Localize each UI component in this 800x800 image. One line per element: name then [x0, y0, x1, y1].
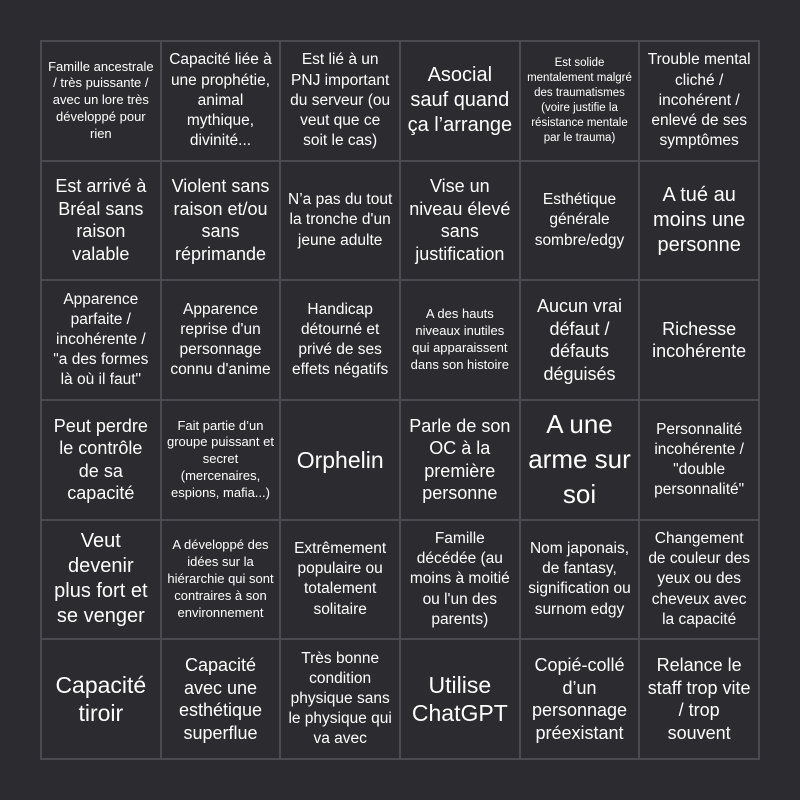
bingo-cell-text: Famille décédée (au moins à moitié ou l'un des parents) [409, 530, 510, 628]
bingo-cell-text: Violent sans raison et/ou sans réprimande [171, 176, 270, 264]
bingo-cell[interactable] [520, 280, 640, 400]
bingo-cell[interactable] [520, 639, 640, 759]
bingo-cell-text: Est lié à un PNJ important du serveur (ou veut que ce soit le cas) [290, 51, 391, 150]
bingo-cell[interactable] [400, 400, 520, 520]
bingo-cell-text: Famille ancestrale / très puissante / avec un lore très développé pour rien [48, 58, 154, 142]
bingo-cell-text: Veut devenir plus fort et se venger [54, 530, 148, 628]
bingo-cell-text: Extrêmement populaire ou totalement solitaire [294, 540, 387, 618]
bingo-cell-text: Capacité avec une esthétique superflue [178, 655, 263, 743]
bingo-cell[interactable] [400, 41, 520, 161]
bingo-cell[interactable] [280, 41, 400, 161]
bingo-cell[interactable] [639, 520, 759, 640]
bingo-cell-text: Utilise ChatGPT [411, 672, 508, 727]
bingo-cell-text: Changement de couleur des yeux ou des cheveux avec la capacité [648, 530, 750, 628]
bingo-cell-text: Est solide mentalement malgré des traumatismes (voire justifie la résistance mentale par le trauma) [527, 57, 632, 144]
bingo-cell[interactable] [41, 400, 161, 520]
bingo-cell-text: Peut perdre le contrôle de sa capacité [53, 415, 148, 504]
bingo-cell-text: Parle de son OC à la première personne [409, 415, 511, 504]
bingo-cell[interactable] [280, 520, 400, 640]
bingo-cell[interactable] [41, 41, 161, 161]
bingo-cell-text: Fait partie d’un groupe puissant et secret (mercenaires, espions, mafia...) [167, 417, 274, 501]
bingo-cell[interactable] [280, 639, 400, 759]
bingo-cell-text: Apparence parfaite / incohérente / "a des formes là où il faut" [53, 290, 149, 389]
bingo-cell-text: Copié-collé d’un personnage préexistant [531, 655, 628, 743]
bingo-cell[interactable] [520, 400, 640, 520]
bingo-cell[interactable] [161, 280, 281, 400]
bingo-cell[interactable] [161, 639, 281, 759]
bingo-cell-text: A tué au moins une personne [653, 183, 746, 256]
bingo-cell[interactable] [400, 639, 520, 759]
bingo-cell[interactable] [41, 639, 161, 759]
bingo-cell-text: Relance le staff trop vite / trop souvent [647, 655, 751, 743]
bingo-cell-text: A des hauts niveaux inutiles qui apparaissent dans son histoire [410, 306, 509, 373]
bingo-cell-text: Très bonne condition physique sans le physique qui va avec [288, 649, 392, 748]
bingo-cell[interactable] [639, 41, 759, 161]
bingo-cell[interactable] [280, 161, 400, 281]
bingo-cell[interactable] [161, 41, 281, 161]
bingo-cell-text: Handicap détourné et privé de ses effets négatifs [292, 300, 389, 379]
bingo-cell[interactable] [161, 400, 281, 520]
bingo-cell[interactable] [520, 41, 640, 161]
bingo-cell[interactable] [400, 520, 520, 640]
bingo-cell[interactable] [161, 161, 281, 281]
bingo-cell-text: Asocial sauf quand ça l’arrange [407, 64, 513, 137]
bingo-cell-text: A une arme sur soi [528, 409, 631, 510]
bingo-cell[interactable] [41, 280, 161, 400]
bingo-cell-text: Apparence reprise d'un personnage connu d'anime [170, 300, 271, 379]
bingo-cell-text: Vise un niveau élevé sans justification [409, 176, 511, 264]
bingo-cell[interactable] [41, 520, 161, 640]
bingo-cell[interactable] [400, 161, 520, 281]
bingo-cell[interactable] [280, 280, 400, 400]
bingo-cell-text: Capacité liée à une prophétie, animal mythique, divinité... [169, 51, 272, 150]
bingo-board [40, 40, 760, 760]
bingo-cell[interactable] [280, 400, 400, 520]
bingo-cell[interactable] [520, 520, 640, 640]
bingo-cell-text: Nom japonais, de fantasy, signification ou surnom edgy [528, 540, 631, 618]
bingo-cell-text: Trouble mental cliché / incohérent / enlevé de ses symptômes [647, 51, 751, 150]
bingo-cell[interactable] [520, 161, 640, 281]
bingo-cell[interactable] [161, 520, 281, 640]
bingo-cell-text: Orphelin [296, 446, 384, 473]
bingo-cell-text: A développé des idées sur la hiérarchie qui sont contraires à son environnement [167, 537, 274, 620]
bingo-cell[interactable] [639, 400, 759, 520]
bingo-cell-text: Aucun vrai défaut / défauts déguisés [536, 296, 623, 384]
bingo-cell-text: N’a pas du tout la tronche d'un jeune adulte [288, 191, 393, 249]
bingo-cell-text: Personnalité incohérente / "double personnalité" [654, 420, 745, 498]
bingo-cell-text: Richesse incohérente [652, 318, 747, 362]
bingo-cell[interactable] [639, 280, 759, 400]
bingo-cell-text: Capacité tiroir [55, 672, 147, 727]
bingo-cell-text: Esthétique générale sombre/edgy [534, 191, 625, 249]
bingo-cell[interactable] [639, 639, 759, 759]
bingo-cell[interactable] [41, 161, 161, 281]
bingo-cell-text: Est arrivé à Bréal sans raison valable [55, 176, 147, 264]
bingo-cell[interactable] [639, 161, 759, 281]
bingo-cell[interactable] [400, 280, 520, 400]
